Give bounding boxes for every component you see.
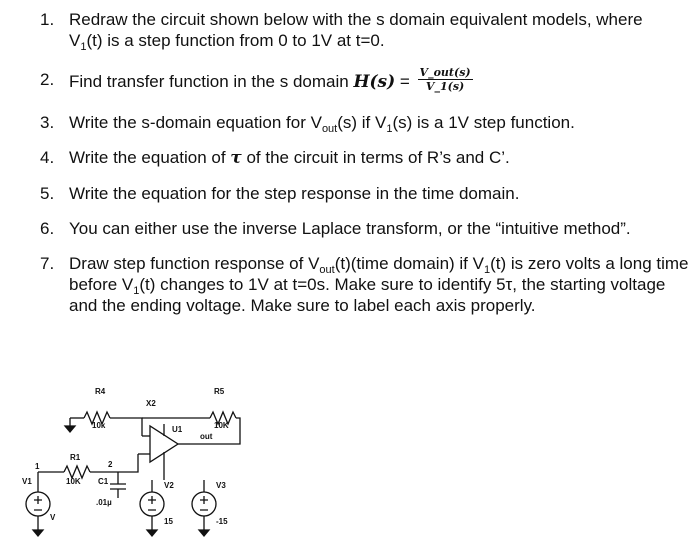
transfer-function-fraction: $\frac{\text{V\_out(s)}}{V\_1(s)}$ <box>419 66 471 93</box>
polarity-icon <box>34 496 42 510</box>
ground-icon <box>65 426 75 432</box>
question-text-line: Write the equation of τ of the circuit in terms of R’s and C’. <box>69 148 510 168</box>
wire <box>110 418 142 436</box>
question-text-line: and the ending voltage. Make sure to label each axis properly. <box>69 296 536 315</box>
question-text-line: You can either use the inverse Laplace transform, or the “intuitive method”. <box>69 219 631 238</box>
label-v: V <box>50 513 56 522</box>
label-node-2: 2 <box>108 460 113 469</box>
label-r4: R4 <box>95 387 106 396</box>
label-v3: V3 <box>216 481 226 490</box>
ground-icon <box>147 530 157 536</box>
question-number: 2. <box>40 70 55 89</box>
label-v2-value: 15 <box>164 517 173 526</box>
polarity-icon <box>148 496 156 510</box>
question-text-line: Redraw the circuit shown below with the s domain equivalent models, where <box>69 10 643 29</box>
question-text-line: $V_1(t)$ is a step function from 0 to 1V at t=0. <box>69 31 385 53</box>
label-out: out <box>200 432 213 441</box>
label-r5-value: 10K <box>214 421 229 430</box>
question-text-line: Draw step function response of $V_{out}(t)(time$ domain) if $V_1(t)$ is zero volts a long time <box>69 254 689 276</box>
label-c1-value: .01µ <box>96 498 112 507</box>
label-node-1: 1 <box>35 462 40 471</box>
circuit-schematic <box>0 380 260 550</box>
question-number: 4. <box>40 148 55 167</box>
label-c1: C1 <box>98 477 109 486</box>
question-number: 1. <box>40 10 55 29</box>
question-text-line: Write the s-domain equation for $V_{out}(s)$ if $V_1(s)$ is a 1V step function. <box>69 113 575 135</box>
question-number: 6. <box>40 219 55 238</box>
transfer-function-symbol: H(s) <box>353 71 396 92</box>
wire <box>90 454 138 472</box>
label-v3-value: -15 <box>216 517 228 526</box>
question-number: 7. <box>40 254 55 273</box>
question-number: 3. <box>40 113 55 132</box>
question-text-line: before $V_1(t)$ changes to 1V at t=0s. Make sure to identify 5τ, the starting voltage <box>69 275 666 297</box>
label-r5: R5 <box>214 387 225 396</box>
label-v2: V2 <box>164 481 174 490</box>
question-text-line: Find transfer function in the s domain H(s) = $\frac{\text{V\_out(s)}}{V\_1(s)}$ <box>69 66 471 93</box>
ground-icon <box>199 530 209 536</box>
label-v1: V1 <box>22 477 32 486</box>
label-r4-value: 10k <box>92 421 106 430</box>
question-text-line: Write the equation for the step response in the time domain. <box>69 184 520 203</box>
polarity-icon <box>200 496 208 510</box>
label-r1: R1 <box>70 453 81 462</box>
label-x2: X2 <box>146 399 156 408</box>
label-r1-value: 10K <box>66 477 81 486</box>
capacitor-c1 <box>110 484 126 489</box>
question-number: 5. <box>40 184 55 203</box>
label-u1: U1 <box>172 425 183 434</box>
ground-icon <box>33 530 43 536</box>
